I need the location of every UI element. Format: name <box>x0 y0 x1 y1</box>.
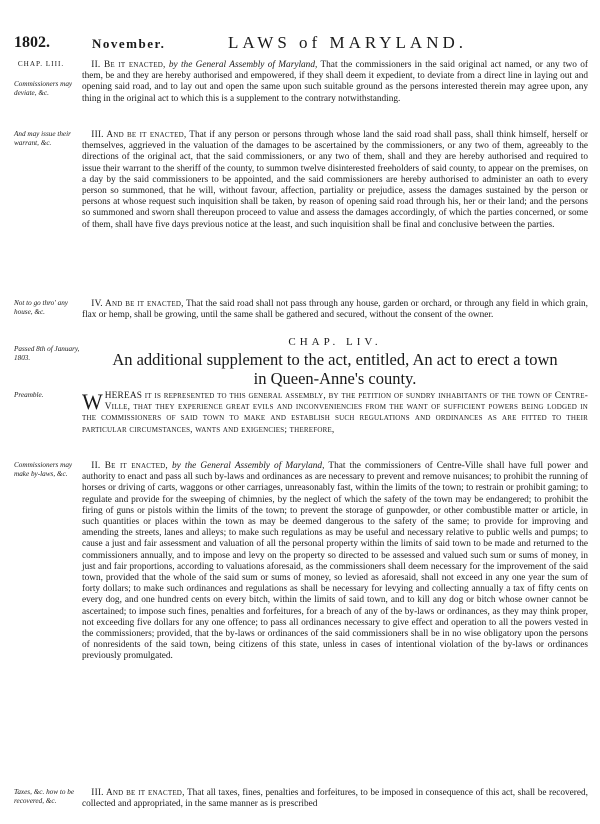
preamble <box>82 391 588 436</box>
running-header <box>14 34 582 52</box>
chap54-section-2-lead: II. Be it enacted, <box>91 461 168 471</box>
header-year: 1802. <box>14 34 50 51</box>
header-title: LAWS of MARYLAND. <box>228 33 467 52</box>
chap54-section-2-body: That the commissioners of Centre-Ville shall have full power and authority to enact and pass all such by-laws and ordinances as are necessary to prevent and remove nuisances; to prohibit the running of horses or driving of carts, waggons or other carriages, unreasonably fast, within the limits of the town; to restrain or prohibit gaming; to regulate and provide for the sweeping of chimnies, by the neglect of which the safety of the town may be endangered; to prohibit the firing of guns or pistols within the limits of the town; to prevent the storage of gunpowder, or other combustible matter or article, in such quantities or places within the town as may be deemed dangerous to the safety of the same; to provide for improving and amending the streets, lanes and alleys; to make such regulations as may be useful and necessary relative to public wells and pumps; to cause a just and fair assessment and valuation of all the personal property within the limits of said town to be made and returned to the commissioners annually, and to impose and levy on the property so directed to be assessed and valued such sum or sums of money, in just and fair proportions, according to valuations aforesaid, as the commissioners shall deem necessary for the improvement of the said town, provided that the whole of the said sum or sums of money, so levied as aforesaid, shall not exceed in any one year the sum of forty dollars; to make such ordinances and regulations as shall be necessary for levying and collecting annually a tax of fifty cents on every dog, and one hundred cents on every bitch, within the limits of said town, and to kill any dog or bitch whose owner cannot be ascertained; to impose such fines, penalties and forfeitures, for a breach of any of the by-laws or ordinances, as they may think proper, not exceeding five dollars for any one offence; to pass all ordinances necessary to give effect and operation to all the powers vested in the commissioners; provided, that the by-laws or ordinances of the said commissioners shall be in no wise obligatory upon the persons of nonresidents of the said town, being citizens of this state, unless in cases of intentional violation of the by-laws or ordinances previously promulgated. <box>82 461 589 662</box>
margin-note-taxes: Taxes, &c. how to be recovered, &c. <box>14 788 75 805</box>
act-title <box>82 350 588 388</box>
section-2-assembly: by the General Assembly of Maryland, <box>168 60 318 70</box>
chap54-section-2 <box>82 461 588 663</box>
section-4-body: That the said road shall not pass through any house, garden or orchard, or through any field in which grain, flax or hemp, shall be growing, until the same shall be gathered and secured, without the consent of the owner. <box>82 299 589 321</box>
section-3 <box>82 130 588 231</box>
section-4 <box>82 299 588 321</box>
section-3-body: That if any person or persons through whose land the said road shall pass, shall think himself, herself or themselves, aggrieved in the valuation of the damages to be ascertained by the commissioners, or any two of them, agreeably to the directions of the original act, that the said commissioners, or any two of them, shall and they are hereby authorised and required to issue their warrant to the sheriff of the county, to summon twelve disinterested freeholders of said county, to appear on the premises, on a day by the said commissioners to be appointed, and the said commissioners are hereby authorised to administer an oath to every person so summoned, that he will, without favour, affection, partiality or prejudice, assess the damages sustained by the person or persons at whose request such inquisition shall be taken, by reason of opening said road through his, her or their land; and the persons so summoned and sworn shall thereupon proceed to value and assess the damages accordingly, of which the parties concerned, or some of them, shall have five days previous notice at the least, and such inquisition shall be final and conclusive between the parties. <box>82 130 589 230</box>
margin-note-passed-date: Passed 8th of January, 1803. <box>14 345 80 362</box>
chapter-heading: CHAP. LIV. <box>288 336 382 348</box>
margin-note-bylaws: Commissioners may make by-laws, &c. <box>14 461 73 478</box>
preamble-text: HEREAS it is represented to this general assembly, by the petition of sundry inhabitants of the town of Centre-Ville, that they experience great evils and inconveniencies from the want of sufficient powers being lodged in the commissioners of said town to make and establish such regulations and ordinances as are fitted to their particular circumstances, wants and exigencies; therefore, <box>82 391 588 435</box>
margin-chap-53: CHAP. LIII. <box>17 60 65 68</box>
act-title-line-1: An additional supplement to the act, entitled, An act to erect a town <box>112 350 558 369</box>
chap54-section-2-assembly: by the General Assembly of Maryland, <box>172 461 325 471</box>
chap54-section-3-body: That all taxes, fines, penalties and forfeitures, to be imposed in consequence of this act, shall be recovered, collected and appropriated, in the same manner as is prescribed <box>82 788 588 810</box>
header-month: November. <box>92 36 166 51</box>
preamble-initial: W <box>82 389 103 414</box>
margin-note-chapter <box>14 60 80 69</box>
chap54-section-3 <box>82 788 588 810</box>
margin-note-preamble: Preamble. <box>14 391 44 399</box>
margin-note-warrant: And may issue their warrant, &c. <box>14 130 71 147</box>
section-3-lead: III. And be it enacted, <box>91 130 187 140</box>
section-4-lead: IV. And be it enacted, <box>91 299 184 309</box>
margin-note-deviate: Commissioners may deviate, &c. <box>14 80 73 97</box>
section-2 <box>82 60 588 105</box>
margin-note-not-through-house: Not to go thro' any house, &c. <box>14 299 68 316</box>
section-2-lead: II. Be it enacted, <box>91 60 166 70</box>
act-title-line-2: in Queen-Anne's county. <box>253 369 417 388</box>
chap54-section-3-lead: III. And be it enacted, <box>91 788 185 798</box>
section-2-body: That the commissioners in the said original act named, or any two of them, be and they are hereby authorised and empowered, if they shall deem it expedient, to deviate from a direct line in laying out and opening said road, and to lay out and open the same upon such suitable ground as the persons interested therein may agree upon, any thing in the original act to which this is a supplement to the contrary notwithstanding. <box>82 60 588 104</box>
